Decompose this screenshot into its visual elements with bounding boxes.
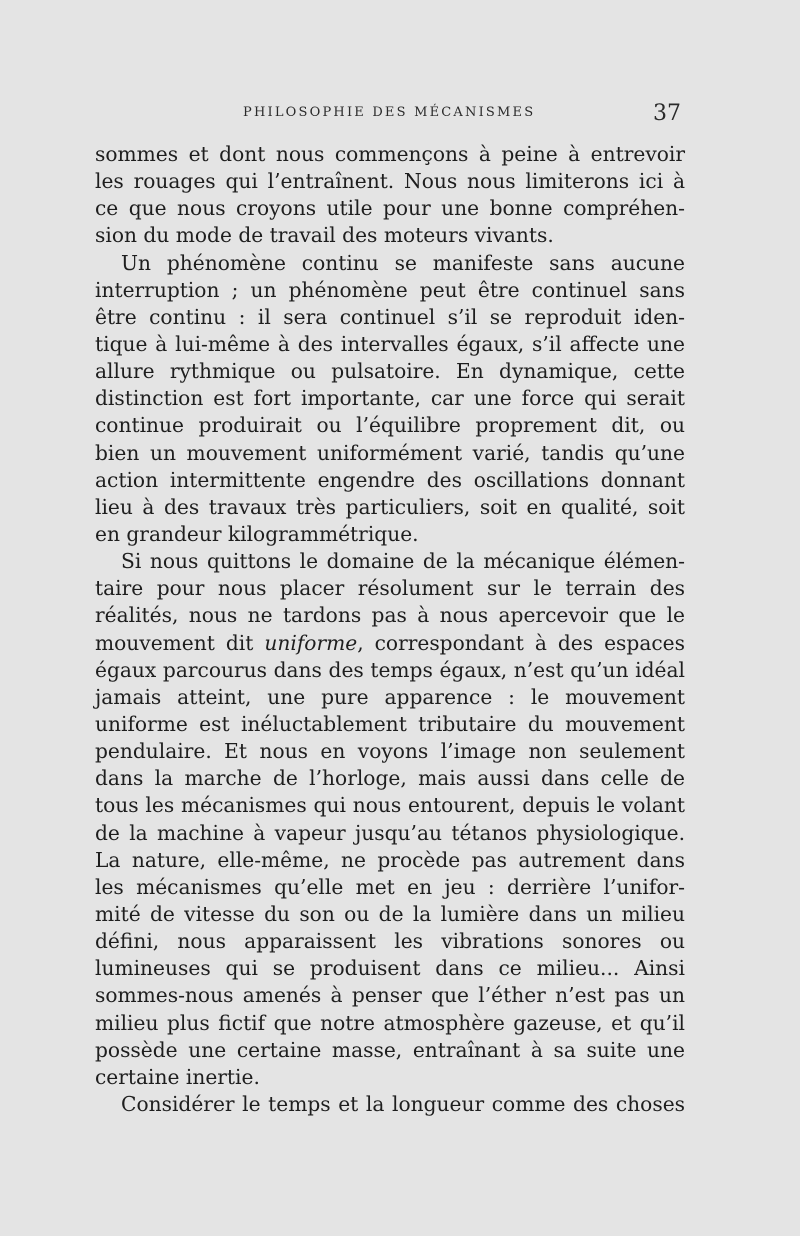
text-line: tique à lui-même à des intervalles égaux, s’il affecte une xyxy=(95,331,685,356)
text-line: égaux parcourus dans des temps égaux, n’est qu’un idéal xyxy=(95,657,685,682)
text-line: réalités, nous ne tardons pas à nous apercevoir que le xyxy=(95,603,685,628)
text-line: bien un mouvement uniformément varié, tandis qu’une xyxy=(95,440,685,465)
text-line: lumineuses qui se produisent dans ce milieu... Ainsi xyxy=(95,956,685,981)
text-line: milieu plus fictif que notre atmosphère gazeuse, et qu’il xyxy=(95,1010,685,1035)
text-line: dans la marche de l’horloge, mais aussi dans celle de xyxy=(95,766,685,791)
text-line: Un phénomène continu se manifeste sans aucune xyxy=(121,250,685,275)
running-title: PHILOSOPHIE DES MÉCANISMES xyxy=(243,105,536,120)
paragraph-2 xyxy=(95,250,685,549)
text-line: lieu à des travaux très particuliers, soit en qualité, soit xyxy=(95,494,685,519)
text-fragment: mouvement dit xyxy=(95,630,265,655)
text-line: possède une certaine masse, entraînant à sa suite une xyxy=(95,1037,685,1062)
text-fragment: , correspondant à des espaces xyxy=(357,630,685,655)
text-line: être continu : il sera continuel s’il se reproduit iden- xyxy=(95,304,685,329)
text-line: les rouages qui l’entraînent. Nous nous limiterons ici à xyxy=(95,169,685,194)
text-line: pendulaire. Et nous en voyons l’image non seulement xyxy=(95,739,685,764)
page-header xyxy=(95,101,685,131)
text-line: continue produirait ou l’équilibre proprement dit, ou xyxy=(95,413,685,438)
text-line: La nature, elle-même, ne procède pas autrement dans xyxy=(95,847,685,872)
text-line: allure rythmique ou pulsatoire. En dynamique, cette xyxy=(95,359,685,384)
text-line: sion du mode de travail des moteurs vivants. xyxy=(95,223,554,248)
text-line: action intermittente engendre des oscillations donnant xyxy=(95,467,685,492)
text-line: certaine inertie. xyxy=(95,1064,260,1089)
text-line-with-italic xyxy=(95,630,685,657)
text-line: tous les mécanismes qui nous entourent, depuis le volant xyxy=(95,793,685,818)
italic-word: uniforme xyxy=(264,630,358,655)
text-line: uniforme est inéluctablement tributaire du mouvement xyxy=(95,711,685,736)
text-line: Si nous quittons le domaine de la mécanique élémen- xyxy=(121,549,685,574)
text-line: ce que nous croyons utile pour une bonne compréhen- xyxy=(95,196,685,221)
text-line: en grandeur kilogrammétrique. xyxy=(95,521,419,546)
body-text xyxy=(95,141,685,1118)
text-line: jamais atteint, une pure apparence : le mouvement xyxy=(95,684,685,709)
text-line: sommes et dont nous commençons à peine à entrevoir xyxy=(95,142,685,166)
text-line: interruption ; un phénomène peut être continuel sans xyxy=(95,277,685,302)
text-line: Considérer le temps et la longueur comme des choses xyxy=(121,1091,685,1116)
text-line: sommes-nous amenés à penser que l’éther n’est pas un xyxy=(95,983,685,1008)
page-number: 37 xyxy=(653,101,681,126)
text-line: défini, nous apparaissent les vibrations sonores ou xyxy=(95,929,685,954)
text-line: les mécanismes qu’elle met en jeu : derrière l’unifor- xyxy=(95,874,685,899)
text-line: mité de vitesse du son ou de la lumière dans un milieu xyxy=(95,901,685,926)
text-line: distinction est fort importante, car une force qui serait xyxy=(95,386,685,411)
paragraph-4 xyxy=(95,1091,685,1118)
text-line: de la machine à vapeur jusqu’au tétanos physiologique. xyxy=(95,820,685,845)
paragraph-1 xyxy=(95,141,685,250)
text-line: taire pour nous placer résolument sur le terrain des xyxy=(95,576,685,601)
paragraph-3 xyxy=(95,548,685,1091)
